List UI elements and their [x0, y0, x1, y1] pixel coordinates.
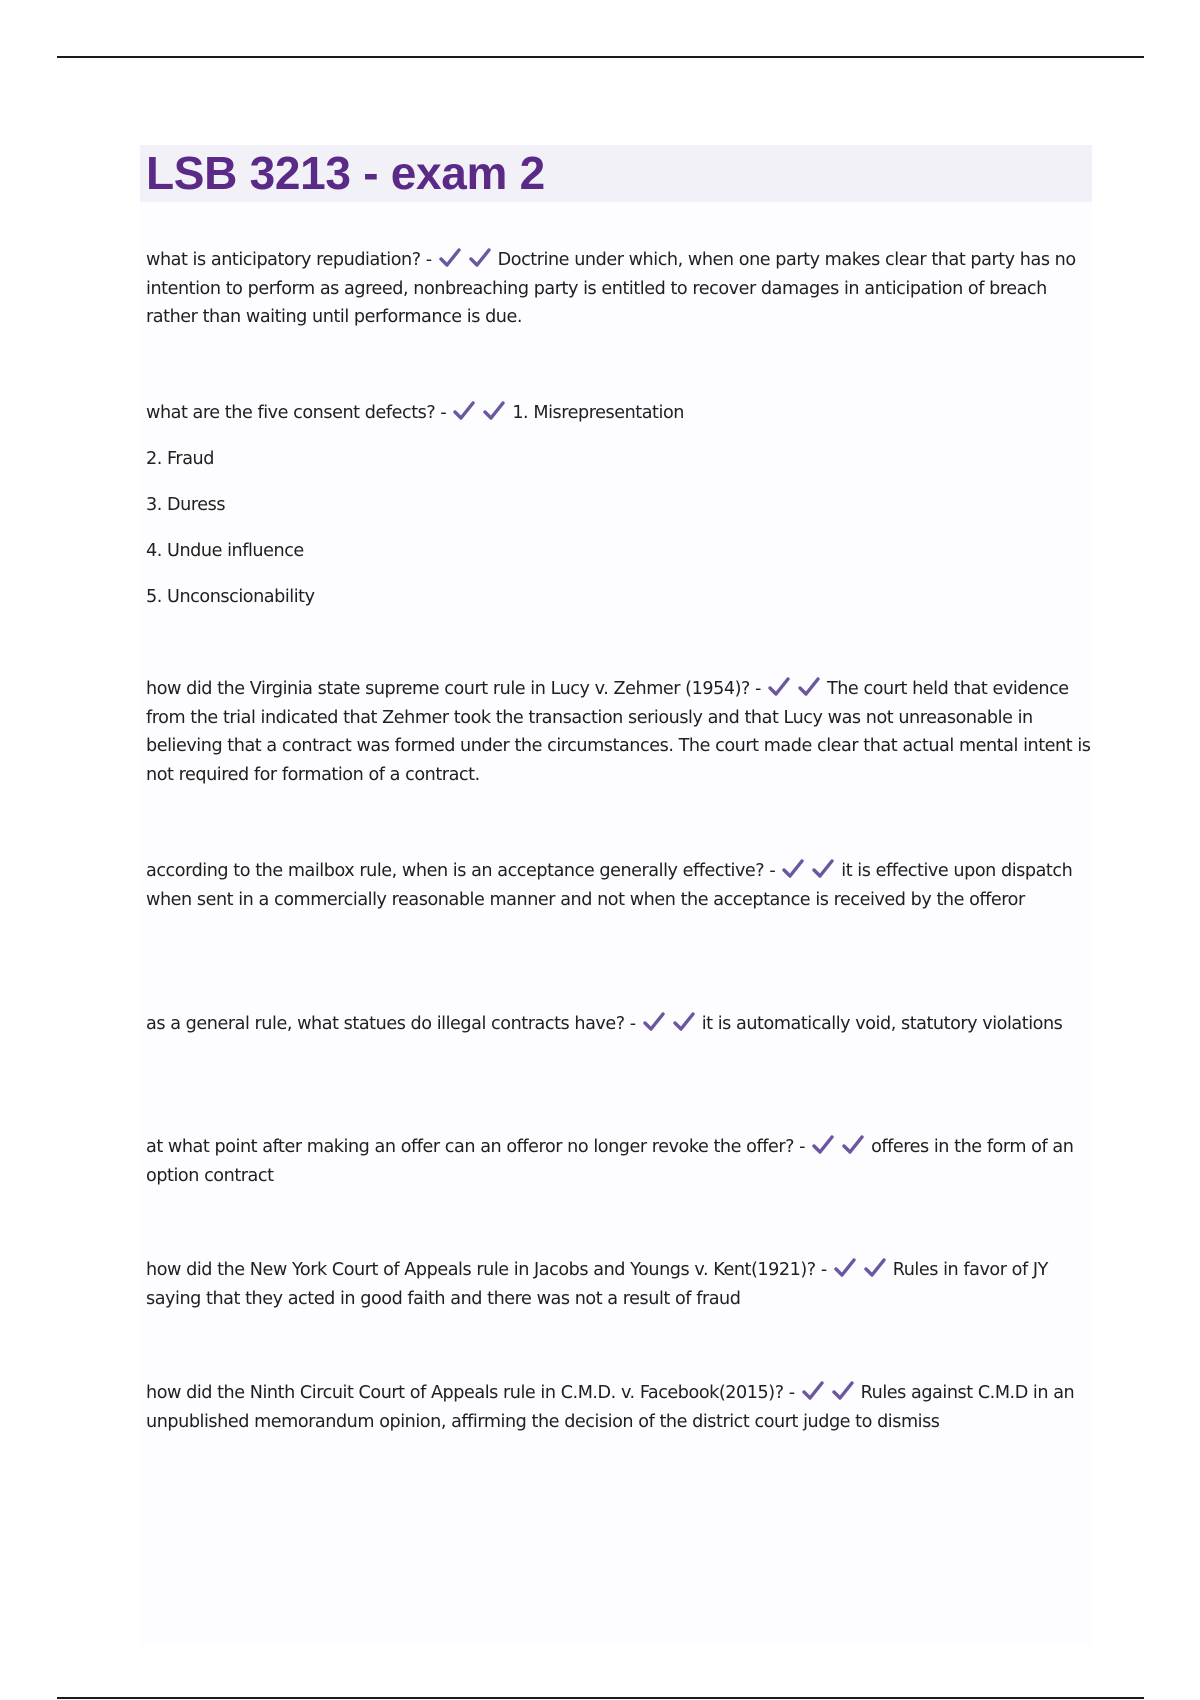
question-3: how did the Virginia state supreme court rule in Lucy v. Zehmer (1954)?	[146, 679, 750, 699]
check-icon	[863, 1257, 887, 1279]
answer-3: The court held that evidence from the trial indicated that Zehmer took the transaction seriously and that Lucy was not unreasonable in believing that a contract was formed under the circumstances. The court made clear that actual mental intent is not required for formation of a contract.	[146, 679, 1091, 785]
check-icon	[833, 1257, 857, 1279]
question-5: as a general rule, what statues do illegal contracts have?	[146, 1014, 625, 1034]
separator: -	[629, 1014, 636, 1034]
check-icon	[781, 858, 805, 880]
document-title: LSB 3213 - exam 2	[146, 147, 545, 199]
list-item: 4. Undue influence	[146, 541, 304, 561]
answer-1: Doctrine under which, when one party makes clear that party has no intention to perform as agreed, nonbreaching party is entitled to recover damages in anticipation of breach rather than waiting until performance is due.	[146, 250, 1076, 327]
check-icon	[831, 1380, 855, 1402]
check-icon	[767, 676, 791, 698]
check-icon	[801, 1380, 825, 1402]
question-6: at what point after making an offer can an offeror no longer revoke the offer?	[146, 1137, 794, 1157]
check-icon	[642, 1011, 666, 1033]
separator: -	[820, 1260, 827, 1280]
check-icon	[672, 1011, 696, 1033]
question-7: how did the New York Court of Appeals rule in Jacobs and Youngs v. Kent(1921)?	[146, 1260, 816, 1280]
list-item: 5. Unconscionability	[146, 587, 315, 607]
qa-item-2	[146, 399, 1091, 428]
question-4: according to the mailbox rule, when is an acceptance generally effective?	[146, 861, 765, 881]
qa-item-7	[146, 1256, 1091, 1313]
answer-6: offeres in the form of an option contract	[146, 1137, 1074, 1186]
answer-8: Rules against C.M.D in an unpublished memorandum opinion, affirming the decision of the district court judge to dismiss	[146, 1383, 1075, 1432]
list-item: 3. Duress	[146, 495, 226, 515]
check-icon	[811, 858, 835, 880]
answer-5: it is automatically void, statutory violations	[701, 1014, 1063, 1034]
qa-item-8	[146, 1379, 1091, 1436]
check-icon	[841, 1134, 865, 1156]
top-rule	[57, 56, 1144, 58]
check-icon	[811, 1134, 835, 1156]
separator: -	[425, 250, 432, 270]
check-icon	[797, 676, 821, 698]
qa-item-6	[146, 1133, 1091, 1190]
qa-item-4	[146, 857, 1091, 914]
answer-7: Rules in favor of JY saying that they acted in good faith and there was not a result of fraud	[146, 1260, 1048, 1309]
list-item: 2. Fraud	[146, 449, 214, 469]
bottom-rule	[57, 1697, 1144, 1699]
qa-item-3	[146, 675, 1091, 789]
check-icon	[468, 247, 492, 269]
separator: -	[769, 861, 776, 881]
separator: -	[799, 1137, 806, 1157]
question-2: what are the five consent defects?	[146, 403, 436, 423]
check-icon	[438, 247, 462, 269]
separator: -	[755, 679, 761, 699]
answer-4: it is effective upon dispatch when sent in a commercially reasonable manner and not when the acceptance is received by the offeror	[146, 861, 1073, 910]
check-icon	[482, 400, 506, 422]
question-1: what is anticipatory repudiation?	[146, 250, 421, 270]
separator: -	[788, 1383, 795, 1403]
qa-item-1	[146, 246, 1091, 332]
question-8: how did the Ninth Circuit Court of Appeals rule in C.M.D. v. Facebook(2015)?	[146, 1383, 784, 1403]
separator: -	[440, 403, 447, 423]
answer-2: 1. Misrepresentation	[512, 403, 684, 423]
qa-item-5	[146, 1010, 1091, 1039]
check-icon	[452, 400, 476, 422]
